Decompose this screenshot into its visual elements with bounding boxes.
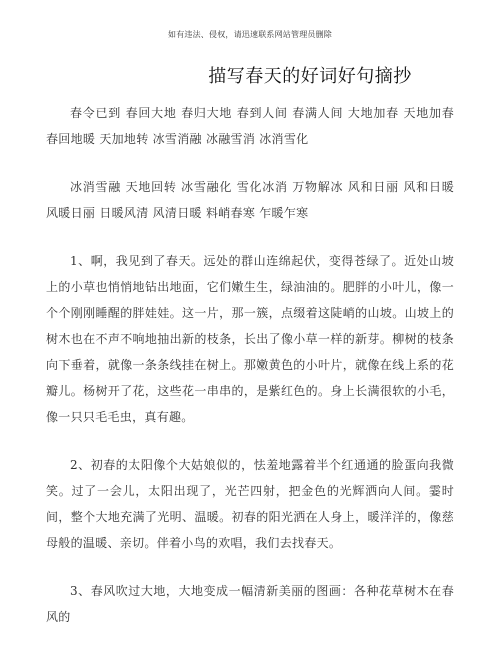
copyright-notice: 如有违法、侵权，请迅速联系网站管理员删除 xyxy=(168,30,332,39)
paragraph-sentence-3: 3、春风吹过大地，大地变成一幅清新美丽的图画：各种花草树木在春风的 xyxy=(46,584,454,624)
paragraph-spring-words-1: 春令已到 春回大地 春归大地 春到人间 春满人间 大地加春 天地加春 春回地暖 天加地转 冰雪消融 冰融雪消 冰消雪化 xyxy=(46,106,454,146)
page-title: 描写春天的好词好句摘抄 xyxy=(208,66,412,87)
article-body xyxy=(46,100,454,652)
paragraph-sentence-2: 2、初春的太阳像个大姑娘似的，怯羞地露着半个红通通的脸蛋向我微笑。过了一会儿，太阳出现了，光芒四射，把金色的光辉洒向人间。霎时间，整个大地充满了光明、温暖。初春的阳光洒在人身上，暖洋洋的，像慈母般的温暖、亲切。伴着小鸟的欢唱，我们去找春天。 xyxy=(46,458,454,550)
paragraph-spring-words-2: 冰消雪融 天地回转 冰雪融化 雪化冰消 万物解冰 风和日丽 风和日暖 风暖日丽 日暖风清 风清日暖 料峭春寒 乍暖乍寒 xyxy=(46,180,454,220)
paragraph-sentence-1: 1、啊，我见到了春天。远处的群山连绵起伏，变得苍绿了。近处山坡上的小草也悄悄地钻出地面，它们嫩生生，绿油油的。肥胖的小叶儿，像一个个刚刚睡醒的胖娃娃。这一片，那一簇，点缀着这陡峭的山坡。山坡上的树木也在不声不响地抽出新的枝条，长出了像小草一样的新芽。柳树的枝条向下垂着，就像一条条线挂在树上。那嫩黄色的小叶片，就像在线上系的花瓣儿。杨树开了花，这些花一串串的，是紫红色的。身上长满很软的小毛，像一只只毛毛虫，真有趣。 xyxy=(46,254,454,424)
